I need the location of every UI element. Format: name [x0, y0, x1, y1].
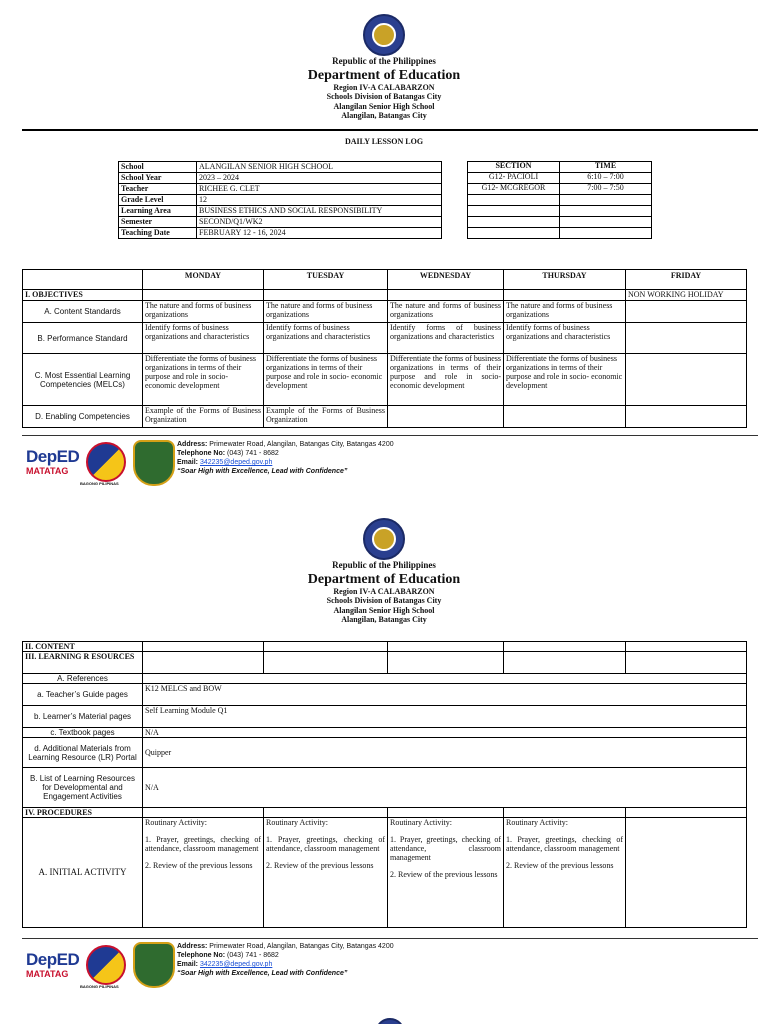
- footer-divider: [22, 435, 758, 436]
- time-cell: [560, 217, 652, 228]
- division-text: Schools Division of Batangas City: [326, 596, 442, 606]
- info-row: [119, 217, 442, 228]
- info-row: [119, 162, 442, 173]
- info-label: Learning Area: [119, 206, 197, 217]
- info-label: Semester: [119, 217, 197, 228]
- friday-holiday-note: NON WORKING HOLIDAY: [626, 290, 747, 301]
- info-label: School Year: [119, 173, 197, 184]
- deped-seal-icon: [363, 518, 405, 560]
- info-row: [119, 173, 442, 184]
- resource-list-row: [23, 768, 747, 808]
- region-text: Region IV-A CALABARZON: [333, 83, 435, 93]
- footer-contact: [177, 942, 394, 978]
- section-cell: [468, 217, 560, 228]
- schedule-row: [468, 173, 652, 184]
- wednesday-cell: [388, 406, 504, 428]
- info-value: BUSINESS ETHICS AND SOCIAL RESPONSIBILITY: [197, 206, 442, 217]
- address-value: Primewater Road, Alangilan, Batangas City, Batangas 4200: [209, 943, 394, 950]
- email-label: Email:: [177, 961, 199, 968]
- deped-logo: [26, 448, 79, 477]
- routine-step: 2. Review of the previous lessons: [506, 861, 614, 870]
- schedule-row: [468, 206, 652, 217]
- info-value: RICHEE G. CLET: [197, 184, 442, 195]
- deped-seal-icon: [363, 14, 405, 56]
- footer-divider: [22, 938, 758, 939]
- textbook-value: N/A: [143, 728, 747, 738]
- learners-material-row: [23, 706, 747, 728]
- deped-seal-icon: [375, 1018, 405, 1024]
- row-label: B. Performance Standard: [23, 323, 143, 354]
- thursday-cell: [504, 406, 626, 428]
- info-label: Teaching Date: [119, 228, 197, 239]
- friday-cell: [626, 323, 747, 354]
- routine-step: 1. Prayer, greetings, checking of attendance, classroom management: [145, 835, 261, 853]
- info-row: [119, 184, 442, 195]
- bagong-pilipinas-logo-icon: [86, 945, 126, 985]
- phone-label: Telephone No:: [177, 450, 226, 457]
- region-text: Region IV-A CALABARZON: [333, 587, 435, 597]
- section-cell: [468, 206, 560, 217]
- objectives-heading: I. OBJECTIVES: [23, 290, 143, 301]
- section-cell: G12- MCGREGOR: [468, 184, 560, 195]
- school-name-text: Alangilan Senior High School: [333, 101, 435, 111]
- address-label: Address:: [177, 943, 208, 950]
- info-value: FEBRUARY 12 - 16, 2024: [197, 228, 442, 239]
- tuesday-cell: Identify forms of business organizations and characteristics: [264, 323, 388, 354]
- tuesday-cell: Differentiate the forms of business organizations in terms of their purpose and role in socio- economic development: [264, 354, 388, 406]
- friday-cell: [626, 818, 747, 928]
- row-label: a. Teacher’s Guide pages: [23, 684, 143, 706]
- tuesday-cell: Example of the Forms of Business Organization: [264, 406, 388, 428]
- section-time-table: [467, 161, 652, 239]
- monday-cell: The nature and forms of business organizations: [143, 301, 264, 323]
- day-header-thursday: THURSDAY: [504, 270, 626, 290]
- time-cell: 6:10 – 7:00: [560, 173, 652, 184]
- school-seal-icon: [133, 440, 175, 486]
- phone-value: (043) 741 - 8682: [227, 952, 279, 959]
- routine-title: Routinary Activity:: [145, 818, 207, 827]
- learners-material-value: Self Learning Module Q1: [143, 706, 747, 728]
- schedule-row: [468, 228, 652, 239]
- corner-cell: [23, 270, 143, 290]
- section-cell: [468, 195, 560, 206]
- email-label: Email:: [177, 459, 199, 466]
- deped-logo-text: DepED: [26, 950, 80, 969]
- letterhead: [0, 57, 768, 120]
- schedule-row: [468, 195, 652, 206]
- republic-text: Republic of the Philippines: [332, 560, 436, 570]
- email-link[interactable]: 342235@deped.gov.ph: [199, 961, 273, 968]
- day-header-friday: FRIDAY: [626, 270, 747, 290]
- info-label: Grade Level: [119, 195, 197, 206]
- procedures-table: [22, 641, 747, 928]
- thursday-cell: [504, 818, 626, 928]
- school-motto: “Soar High with Excellence, Lead with Confidence”: [177, 468, 348, 475]
- document-title: DAILY LESSON LOG: [344, 137, 424, 146]
- thursday-cell: Identify forms of business organizations and characteristics: [504, 323, 626, 354]
- textbook-row: [23, 728, 747, 738]
- resource-list-value: N/A: [143, 768, 747, 808]
- routine-step: 2. Review of the previous lessons: [145, 861, 253, 870]
- row-label: A. Content Standards: [23, 301, 143, 323]
- info-value: 12: [197, 195, 442, 206]
- enabling-competencies-row: [23, 406, 747, 428]
- routine-step: 2. Review of the previous lessons: [266, 861, 374, 870]
- routine-title: Routinary Activity:: [506, 818, 568, 827]
- row-label: d. Additional Materials from Learning Resource (LR) Portal: [23, 738, 143, 768]
- wednesday-cell: [388, 818, 504, 928]
- address-value: Primewater Road, Alangilan, Batangas City, Batangas 4200: [209, 441, 394, 448]
- friday-cell: [626, 354, 747, 406]
- row-label: b. Learner’s Material pages: [23, 706, 143, 728]
- wednesday-cell: Identify forms of business organizations and characteristics: [388, 323, 504, 354]
- header-divider: [22, 129, 758, 131]
- monday-cell: Differentiate the forms of business organizations in terms of their purpose and role in socio- economic development: [143, 354, 264, 406]
- info-value: ALANGILAN SENIOR HIGH SCHOOL: [197, 162, 442, 173]
- friday-cell: [626, 301, 747, 323]
- monday-cell: [143, 818, 264, 928]
- row-label: B. List of Learning Resources for Developmental and Engagement Activities: [23, 768, 143, 808]
- row-label: A. INITIAL ACTIVITY: [23, 818, 143, 928]
- day-header-wednesday: WEDNESDAY: [388, 270, 504, 290]
- tuesday-cell: [264, 818, 388, 928]
- objectives-table: [22, 269, 747, 428]
- department-title: Department of Education: [307, 571, 461, 587]
- teachers-guide-value: K12 MELCS and BOW: [143, 684, 747, 706]
- school-address-text: Alangilan, Batangas City: [341, 614, 427, 624]
- content-heading: II. CONTENT: [23, 642, 143, 652]
- info-row: [119, 206, 442, 217]
- info-label: Teacher: [119, 184, 197, 195]
- info-row: [119, 228, 442, 239]
- initial-activity-row: [23, 818, 747, 928]
- time-cell: [560, 206, 652, 217]
- school-seal-icon: [133, 942, 175, 988]
- time-header: TIME: [560, 162, 652, 173]
- wednesday-cell: Differentiate the forms of business organizations in terms of their purpose and role in socio- economic development: [388, 354, 504, 406]
- lesson-info-table: [118, 161, 442, 239]
- additional-materials-value: Quipper: [143, 738, 747, 768]
- bagong-pilipinas-logo-icon: [86, 442, 126, 482]
- day-header-monday: MONDAY: [143, 270, 264, 290]
- monday-cell: Identify forms of business organizations and characteristics: [143, 323, 264, 354]
- deped-logo-text: DepED: [26, 447, 80, 466]
- schedule-row: [468, 184, 652, 195]
- email-link[interactable]: 342235@deped.gov.ph: [199, 459, 273, 466]
- matatag-logo-text: MATATAG: [26, 968, 69, 979]
- phone-value: (043) 741 - 8682: [227, 450, 279, 457]
- info-value: 2023 – 2024: [197, 173, 442, 184]
- monday-cell: Example of the Forms of Business Organization: [143, 406, 264, 428]
- school-motto: “Soar High with Excellence, Lead with Confidence”: [177, 970, 348, 977]
- deped-logo: [26, 951, 79, 980]
- teachers-guide-row: [23, 684, 747, 706]
- friday-cell: [626, 406, 747, 428]
- procedures-heading: IV. PROCEDURES: [23, 808, 143, 818]
- school-name-text: Alangilan Senior High School: [333, 605, 435, 615]
- footer-contact: [177, 440, 394, 476]
- letterhead: [0, 561, 768, 624]
- section-cell: G12- PACIOLI: [468, 173, 560, 184]
- tuesday-cell: The nature and forms of business organizations: [264, 301, 388, 323]
- routine-step: 1. Prayer, greetings, checking of attendance, classroom management: [506, 835, 623, 853]
- routine-step: 1. Prayer, greetings, checking of attendance, classroom management: [266, 835, 385, 853]
- schedule-row: [468, 217, 652, 228]
- address-label: Address:: [177, 441, 208, 448]
- info-label: School: [119, 162, 197, 173]
- references-label: A. References: [23, 674, 143, 684]
- content-standards-row: [23, 301, 747, 323]
- matatag-logo-text: MATATAG: [26, 465, 69, 476]
- routine-step: 1. Prayer, greetings, checking of attendance, classroom management: [390, 835, 501, 862]
- bagong-pilipinas-text: BAGONG PILIPINAS: [80, 481, 119, 486]
- department-title: Department of Education: [307, 67, 461, 83]
- routine-title: Routinary Activity:: [390, 818, 452, 827]
- routine-step: 2. Review of the previous lessons: [390, 870, 498, 879]
- row-label: c. Textbook pages: [23, 728, 143, 738]
- time-cell: [560, 228, 652, 239]
- school-address-text: Alangilan, Batangas City: [341, 110, 427, 120]
- row-label: D. Enabling Competencies: [23, 406, 143, 428]
- learning-resources-heading: III. LEARNING R ESOURCES: [23, 652, 143, 674]
- routine-title: Routinary Activity:: [266, 818, 328, 827]
- time-cell: 7:00 – 7:50: [560, 184, 652, 195]
- info-value: SECOND/Q1/WK2: [197, 217, 442, 228]
- melcs-row: [23, 354, 747, 406]
- republic-text: Republic of the Philippines: [332, 56, 436, 66]
- performance-standard-row: [23, 323, 747, 354]
- section-header: SECTION: [468, 162, 560, 173]
- info-row: [119, 195, 442, 206]
- phone-label: Telephone No:: [177, 952, 226, 959]
- bagong-pilipinas-text: BAGONG PILIPINAS: [80, 984, 119, 989]
- day-header-tuesday: TUESDAY: [264, 270, 388, 290]
- additional-materials-row: [23, 738, 747, 768]
- row-label: C. Most Essential Learning Competencies (MELCs): [23, 354, 143, 406]
- division-text: Schools Division of Batangas City: [326, 92, 442, 102]
- wednesday-cell: The nature and forms of business organizations: [388, 301, 504, 323]
- thursday-cell: Differentiate the forms of business organizations in terms of their purpose and role in socio- economic development: [504, 354, 626, 406]
- section-cell: [468, 228, 560, 239]
- time-cell: [560, 195, 652, 206]
- thursday-cell: The nature and forms of business organizations: [504, 301, 626, 323]
